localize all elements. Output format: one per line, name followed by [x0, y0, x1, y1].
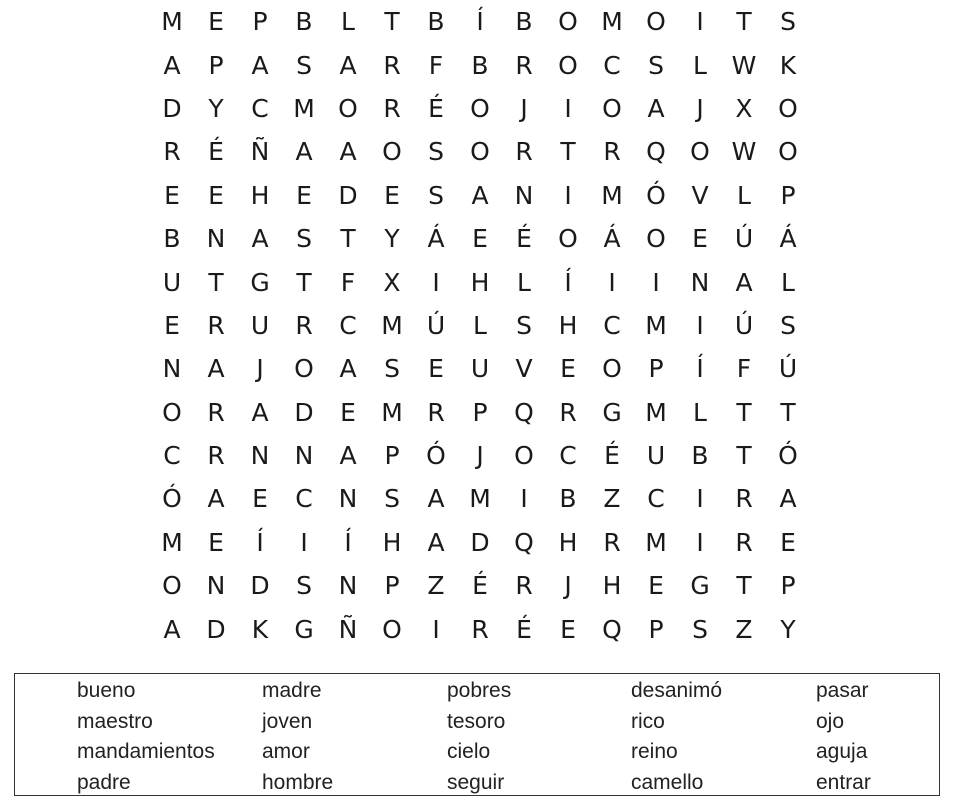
grid-letter[interactable]: M [645, 397, 667, 427]
grid-letter[interactable]: M [161, 7, 183, 37]
grid-letter[interactable]: R [515, 50, 533, 80]
grid-letter[interactable]: D [294, 397, 314, 427]
grid-letter[interactable]: L [517, 267, 531, 297]
word-column-5 [816, 676, 871, 798]
grid-letter[interactable]: U [162, 267, 182, 297]
grid-letter[interactable]: Í [564, 267, 572, 297]
grid-letter[interactable]: L [781, 267, 795, 297]
grid-letter[interactable]: C [163, 441, 181, 471]
grid-letter[interactable]: P [780, 571, 796, 601]
grid-letter[interactable]: F [736, 354, 752, 384]
grid-letter[interactable]: R [163, 137, 181, 167]
grid-letter[interactable]: Í [696, 354, 704, 384]
grid-letter[interactable]: E [560, 614, 576, 644]
grid-letter[interactable]: I [608, 267, 616, 297]
grid-letter[interactable]: A [251, 397, 269, 427]
grid-letter[interactable]: E [208, 527, 224, 557]
grid-letter[interactable]: H [250, 180, 270, 210]
grid-letter[interactable]: O [514, 441, 534, 471]
grid-letter[interactable]: Z [735, 614, 753, 644]
grid-letter[interactable]: A [339, 137, 357, 167]
grid-letter[interactable]: G [690, 571, 710, 601]
grid-letter[interactable]: O [778, 93, 798, 123]
grid-letter[interactable]: N [690, 267, 710, 297]
word-item: aguja [816, 740, 868, 763]
grid-letter[interactable]: D [250, 571, 270, 601]
grid-letter[interactable]: O [558, 7, 578, 37]
grid-letter[interactable]: E [164, 310, 180, 340]
grid-letter[interactable]: T [384, 7, 400, 37]
grid-letter[interactable]: O [558, 224, 578, 254]
grid-letter[interactable]: I [520, 484, 528, 514]
grid-letter[interactable]: R [603, 137, 621, 167]
grid-letter[interactable]: J [696, 93, 704, 123]
grid-letter[interactable]: N [514, 180, 534, 210]
grid-letter[interactable]: R [207, 441, 225, 471]
grid-letter[interactable]: Ó [778, 441, 798, 471]
grid-letter[interactable]: I [564, 93, 572, 123]
grid-letter[interactable]: D [162, 93, 182, 123]
grid-letter[interactable]: R [383, 93, 401, 123]
grid-letter[interactable]: B [559, 484, 577, 514]
grid-letter[interactable]: A [295, 137, 313, 167]
grid-letter[interactable]: T [208, 267, 224, 297]
word-column-3 [447, 676, 511, 798]
grid-letter[interactable]: I [696, 310, 704, 340]
grid-letter[interactable]: O [558, 50, 578, 80]
grid-letter[interactable]: F [428, 50, 444, 80]
grid-letter[interactable]: O [778, 137, 798, 167]
grid-letter[interactable]: P [208, 50, 224, 80]
grid-letter[interactable]: A [647, 93, 665, 123]
grid-letter[interactable]: Q [514, 397, 534, 427]
grid-letter[interactable]: E [780, 527, 796, 557]
grid-letter[interactable]: R [735, 484, 753, 514]
grid-letter[interactable]: Z [427, 571, 445, 601]
grid-letter[interactable]: B [691, 441, 709, 471]
grid-letter[interactable]: A [163, 50, 181, 80]
grid-letter[interactable]: C [339, 310, 357, 340]
grid-letter[interactable]: I [696, 484, 704, 514]
grid-letter[interactable]: A [427, 527, 445, 557]
word-item: reino [631, 740, 678, 763]
grid-letter[interactable]: M [601, 7, 623, 37]
word-item: bueno [77, 679, 136, 702]
grid-letter[interactable]: S [428, 180, 444, 210]
grid-letter[interactable]: S [648, 50, 664, 80]
grid-letter[interactable]: I [652, 267, 660, 297]
grid-letter[interactable]: I [432, 614, 440, 644]
grid-letter[interactable]: M [469, 484, 491, 514]
grid-letter[interactable]: L [473, 310, 487, 340]
grid-letter[interactable]: E [560, 354, 576, 384]
grid-letter[interactable]: B [471, 50, 489, 80]
grid-letter[interactable]: G [250, 267, 270, 297]
word-column-2 [262, 676, 333, 798]
grid-letter[interactable]: K [251, 614, 269, 644]
grid-letter[interactable]: F [340, 267, 356, 297]
grid-letter[interactable]: R [207, 310, 225, 340]
word-item: hombre [262, 770, 334, 794]
grid-letter[interactable]: L [341, 7, 355, 37]
grid-letter[interactable]: A [163, 614, 181, 644]
grid-letter[interactable]: C [603, 310, 621, 340]
grid-letter[interactable]: T [560, 137, 576, 167]
grid-letter[interactable]: L [737, 180, 751, 210]
grid-letter[interactable]: Q [514, 527, 534, 557]
word-item: joven [262, 709, 313, 733]
grid-letter[interactable]: O [470, 93, 490, 123]
grid-letter[interactable]: Á [779, 224, 797, 254]
word-bank [14, 673, 940, 796]
grid-letter[interactable]: T [296, 267, 312, 297]
grid-letter[interactable]: O [602, 93, 622, 123]
grid-letter[interactable]: J [564, 571, 572, 601]
grid-letter[interactable]: D [338, 180, 358, 210]
word-item: camello [631, 770, 704, 794]
grid-letter[interactable]: I [696, 7, 704, 37]
grid-letter[interactable]: Ú [426, 310, 446, 340]
grid-letter[interactable]: E [384, 180, 400, 210]
grid-letter[interactable]: V [515, 354, 533, 384]
word-item: desanimó [631, 679, 723, 702]
grid-letter[interactable]: M [381, 310, 403, 340]
grid-letter[interactable]: U [250, 310, 270, 340]
grid-letter[interactable]: R [515, 137, 533, 167]
grid-letter[interactable]: S [780, 310, 796, 340]
grid-letter[interactable]: Y [384, 224, 400, 254]
grid-letter[interactable]: T [736, 7, 752, 37]
grid-letter[interactable]: O [382, 137, 402, 167]
grid-letter[interactable]: Z [603, 484, 621, 514]
grid-letter[interactable]: X [735, 93, 753, 123]
grid-letter[interactable]: R [515, 571, 533, 601]
grid-letter[interactable]: I [564, 180, 572, 210]
grid-letter[interactable]: M [293, 93, 315, 123]
grid-letter[interactable]: H [470, 267, 490, 297]
grid-letter[interactable]: M [645, 310, 667, 340]
word-item: tesoro [447, 709, 506, 733]
grid-letter[interactable]: X [383, 267, 401, 297]
grid-letter[interactable]: B [515, 7, 533, 37]
grid-letter[interactable]: T [736, 397, 752, 427]
grid-letter[interactable]: J [256, 354, 264, 384]
grid-letter[interactable]: Y [780, 614, 796, 644]
grid-letter[interactable]: S [296, 50, 312, 80]
grid-letter[interactable]: D [470, 527, 490, 557]
grid-letter[interactable]: I [696, 527, 704, 557]
grid-letter[interactable]: T [736, 571, 752, 601]
grid-letter[interactable]: P [648, 614, 664, 644]
grid-letter[interactable]: M [645, 527, 667, 557]
grid-letter[interactable]: K [779, 50, 797, 80]
grid-letter[interactable]: M [161, 527, 183, 557]
grid-letter[interactable]: O [602, 354, 622, 384]
grid-letter[interactable]: C [603, 50, 621, 80]
grid-letter[interactable]: J [520, 93, 528, 123]
grid-letter[interactable]: M [381, 397, 403, 427]
word-item: amor [262, 740, 310, 763]
grid-letter[interactable]: O [338, 93, 358, 123]
grid-letter[interactable]: L [693, 50, 707, 80]
grid-letter[interactable]: B [427, 7, 445, 37]
grid-letter[interactable]: Ó [162, 484, 182, 514]
grid-letter[interactable]: É [516, 614, 532, 644]
grid-letter[interactable]: T [340, 224, 356, 254]
grid-letter[interactable]: W [731, 137, 757, 167]
grid-letter[interactable]: E [208, 7, 224, 37]
grid-letter[interactable]: N [250, 441, 270, 471]
grid-letter[interactable]: Ñ [338, 614, 358, 644]
grid-letter[interactable]: E [296, 180, 312, 210]
grid-letter[interactable]: Á [603, 224, 621, 254]
word-item: maestro [77, 709, 153, 733]
word-item: pobres [447, 679, 512, 702]
grid-letter[interactable]: R [559, 397, 577, 427]
grid-letter[interactable]: O [470, 137, 490, 167]
grid-letter[interactable]: B [163, 224, 181, 254]
grid-letter[interactable]: S [296, 571, 312, 601]
grid-letter[interactable]: R [207, 397, 225, 427]
grid-letter[interactable]: É [604, 441, 620, 471]
grid-letter[interactable]: B [295, 7, 313, 37]
grid-letter[interactable]: Ú [734, 310, 754, 340]
grid-letter[interactable]: Q [602, 614, 622, 644]
grid-letter[interactable]: T [780, 397, 796, 427]
grid-letter[interactable]: T [736, 441, 752, 471]
grid-letter[interactable]: O [162, 397, 182, 427]
grid-letter[interactable]: S [428, 137, 444, 167]
grid-letter[interactable]: E [164, 180, 180, 210]
grid-letter[interactable]: U [470, 354, 490, 384]
grid-letter[interactable]: P [472, 397, 488, 427]
grid-letter[interactable]: Á [427, 224, 445, 254]
grid-letter[interactable]: R [295, 310, 313, 340]
grid-letter[interactable]: O [294, 354, 314, 384]
grid-letter[interactable]: Ó [426, 441, 446, 471]
grid-letter[interactable]: R [603, 527, 621, 557]
grid-letter[interactable]: A [427, 484, 445, 514]
grid-letter[interactable]: P [780, 180, 796, 210]
grid-letter[interactable]: O [382, 614, 402, 644]
grid-letter[interactable]: A [339, 354, 357, 384]
grid-letter[interactable]: É [516, 224, 532, 254]
grid-letter[interactable]: E [428, 354, 444, 384]
grid-letter[interactable]: D [206, 614, 226, 644]
word-item: ojo [816, 709, 845, 733]
grid-letter[interactable]: Í [476, 7, 484, 37]
grid-letter[interactable]: A [339, 50, 357, 80]
grid-letter[interactable]: E [648, 571, 664, 601]
word-item: mandamientos [77, 740, 215, 763]
word-column-1 [77, 676, 215, 798]
grid-letter[interactable]: E [472, 224, 488, 254]
grid-letter[interactable]: W [731, 50, 757, 80]
grid-letter[interactable]: O [690, 137, 710, 167]
word-item: entrar [816, 770, 871, 794]
grid-letter[interactable]: C [251, 93, 269, 123]
grid-letter[interactable]: É [428, 93, 444, 123]
grid-letter[interactable]: C [559, 441, 577, 471]
grid-letter[interactable]: O [162, 571, 182, 601]
grid-letter[interactable]: É [208, 137, 224, 167]
grid-letter[interactable]: P [252, 7, 268, 37]
grid-letter[interactable]: A [471, 180, 489, 210]
word-item: padre [77, 770, 131, 794]
grid-letter[interactable]: N [206, 571, 226, 601]
grid-letter[interactable]: S [296, 224, 312, 254]
grid-letter[interactable]: A [251, 224, 269, 254]
grid-letter[interactable]: Ó [646, 180, 666, 210]
grid-letter[interactable]: H [558, 527, 578, 557]
word-item: pasar [816, 679, 869, 702]
word-item: rico [631, 709, 665, 733]
grid-letter[interactable]: G [294, 614, 314, 644]
grid-letter[interactable]: A [251, 50, 269, 80]
grid-letter[interactable]: N [206, 224, 226, 254]
grid-letter[interactable]: G [602, 397, 622, 427]
grid-letter[interactable]: Y [208, 93, 224, 123]
word-item: cielo [447, 740, 491, 763]
word-column-4 [631, 676, 722, 798]
grid-letter[interactable]: I [300, 527, 308, 557]
grid-letter[interactable]: R [735, 527, 753, 557]
grid-letter[interactable]: A [207, 484, 225, 514]
grid-letter[interactable]: Ú [778, 354, 798, 384]
grid-letter[interactable]: S [692, 614, 708, 644]
grid-letter[interactable]: A [735, 267, 753, 297]
grid-letter[interactable]: É [472, 571, 488, 601]
grid-letter[interactable]: E [208, 180, 224, 210]
grid-letter[interactable]: Ñ [250, 137, 270, 167]
grid-letter[interactable]: Í [256, 527, 264, 557]
grid-letter[interactable]: R [471, 614, 489, 644]
grid-letter[interactable]: U [646, 441, 666, 471]
grid-letter[interactable]: C [647, 484, 665, 514]
grid-letter[interactable]: Q [646, 137, 666, 167]
grid-letter[interactable]: E [340, 397, 356, 427]
grid-letter[interactable]: H [558, 310, 578, 340]
word-item: madre [262, 679, 322, 702]
grid-letter[interactable]: E [692, 224, 708, 254]
grid-letter[interactable]: L [693, 397, 707, 427]
grid-letter[interactable]: A [207, 354, 225, 384]
grid-letter[interactable]: H [382, 527, 402, 557]
grid-letter[interactable]: S [780, 7, 796, 37]
grid-letter[interactable]: A [779, 484, 797, 514]
grid-letter[interactable]: E [252, 484, 268, 514]
grid-letter[interactable]: J [476, 441, 484, 471]
word-item: seguir [447, 770, 505, 794]
grid-letter[interactable]: P [384, 571, 400, 601]
grid-letter[interactable]: H [602, 571, 622, 601]
grid-letter[interactable]: C [295, 484, 313, 514]
grid-letter[interactable]: V [691, 180, 709, 210]
grid-letter[interactable]: Ú [734, 224, 754, 254]
grid-letter[interactable]: P [384, 441, 400, 471]
grid-letter[interactable]: R [427, 397, 445, 427]
grid-letter[interactable]: M [601, 180, 623, 210]
grid-letter[interactable]: N [294, 441, 314, 471]
grid-letter[interactable]: S [384, 484, 400, 514]
grid-letter[interactable]: O [646, 7, 666, 37]
grid-letter[interactable]: S [516, 310, 532, 340]
grid-letter[interactable]: O [646, 224, 666, 254]
grid-letter[interactable]: P [648, 354, 664, 384]
grid-letter[interactable]: R [383, 50, 401, 80]
grid-letter[interactable]: S [384, 354, 400, 384]
grid-letter[interactable]: N [338, 484, 358, 514]
grid-letter[interactable]: A [339, 441, 357, 471]
grid-letter[interactable]: N [162, 354, 182, 384]
grid-letter[interactable]: N [338, 571, 358, 601]
word-search-grid [150, 0, 810, 652]
grid-letter[interactable]: Í [344, 527, 352, 557]
grid-letter[interactable]: I [432, 267, 440, 297]
